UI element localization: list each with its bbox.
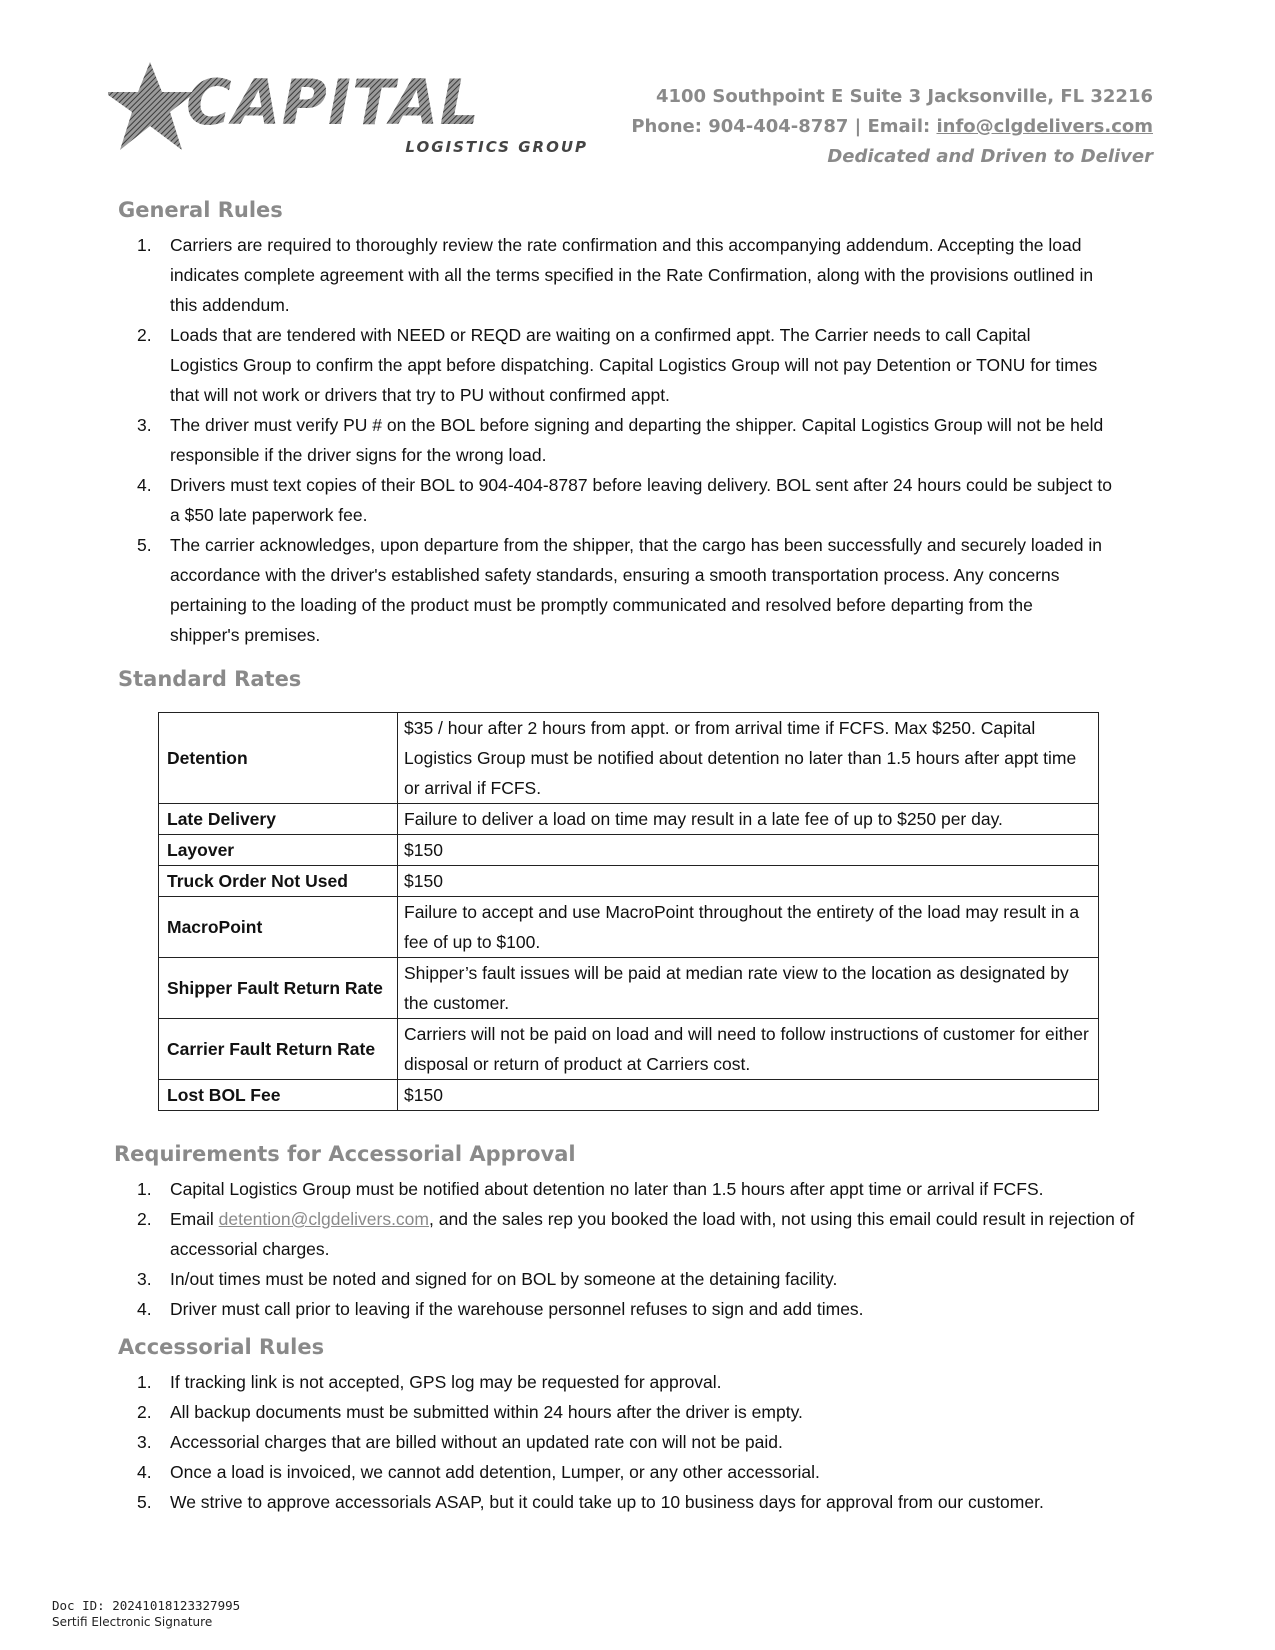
list-item: 1. If tracking link is not accepted, GPS log may be requested for approval. — [137, 1372, 722, 1392]
list-item: 4. Driver must call prior to leaving if the warehouse personnel refuses to sign and add times. — [137, 1299, 864, 1319]
detention-email-link[interactable]: detention@clgdelivers.com — [218, 1209, 429, 1229]
list-item: 2. All backup documents must be submitted within 24 hours after the driver is empty. — [137, 1402, 803, 1422]
email-link[interactable]: info@clgdelivers.com — [936, 116, 1153, 137]
company-address: 4100 Southpoint E Suite 3 Jacksonville, FL 32216 — [655, 86, 1153, 107]
standard-rates-heading: Standard Rates — [118, 667, 302, 691]
document-footer — [52, 1598, 240, 1630]
general-rules-list — [0, 230, 1175, 650]
phone-email-line — [631, 112, 1153, 142]
list-item: 1. Capital Logistics Group must be notified about detention no later than 1.5 hours after appt time or arrival if FCFS. — [137, 1179, 1044, 1199]
standard-rates-table — [158, 712, 1099, 1111]
company-logo — [108, 62, 588, 162]
table-row: Layover $150 — [159, 835, 1099, 866]
phone-text: Phone: 904-404-8787 | Email: — [631, 116, 937, 137]
list-item: 2. Email detention@clgdelivers.com, and the sales rep you booked the load with, not using this email could result in rejection of accessorial charges. — [137, 1209, 1135, 1259]
contact-block — [631, 82, 1153, 172]
list-item: 5. We strive to approve accessorials ASAP, but it could take up to 10 business days for approval from our customer. — [137, 1492, 1044, 1512]
table-row: Shipper Fault Return Rate Shipper’s fault issues will be paid at median rate view to the location as designated by the customer. — [159, 958, 1099, 1019]
table-row: Truck Order Not Used $150 — [159, 866, 1099, 897]
accessorial-rules-list — [0, 1367, 1175, 1517]
table-row: Carrier Fault Return Rate Carriers will not be paid on load and will need to follow instructions of customer for either disposal or return of product at Carriers cost. — [159, 1019, 1099, 1080]
table-row: Late Delivery Failure to deliver a load on time may result in a late fee of up to $250 per day. — [159, 804, 1099, 835]
table-row: MacroPoint Failure to accept and use MacroPoint throughout the entirety of the load may result in a fee of up to $100. — [159, 897, 1099, 958]
company-tagline: Dedicated and Driven to Deliver — [827, 146, 1153, 167]
list-item: 3. In/out times must be noted and signed for on BOL by someone at the detaining facility. — [137, 1269, 838, 1289]
list-item: 4. Once a load is invoiced, we cannot add detention, Lumper, or any other accessorial. — [137, 1462, 820, 1482]
accessorial-rules-heading: Accessorial Rules — [118, 1335, 325, 1359]
requirements-list — [0, 1174, 1175, 1324]
list-item: 3. Accessorial charges that are billed without an updated rate con will not be paid. — [137, 1432, 783, 1452]
list-item: 4. Drivers must text copies of their BOL to 904-404-8787 before leaving delivery. BOL sent after 24 hours could be subject to a $50 late paperwork fee. — [137, 475, 1112, 525]
table-row: Detention $35 / hour after 2 hours from appt. or from arrival time if FCFS. Max $250. Capital Logistics Group must be notified about detention no later than 1.5 hours after appt time or arrival if FCFS. — [159, 713, 1099, 804]
logo-wordmark: CAPITAL — [186, 66, 480, 139]
requirements-heading: Requirements for Accessorial Approval — [114, 1142, 576, 1166]
doc-id: Doc ID: 20241018123327995 — [52, 1598, 241, 1613]
list-item: 5. The carrier acknowledges, upon departure from the shipper, that the cargo has been successfully and securely loaded in accordance with the driver's established safety standards, ensuring a smooth transportation process. Any concerns pertaining to the loading of the product must be promptly communicated and resolved before departing from the shipper's premises. — [137, 535, 1102, 645]
list-item: 1. Carriers are required to thoroughly review the rate confirmation and this accompanying addendum. Accepting the load indicates complete agreement with all the terms specified in the Rate Confirmation, along with the provisions outlined in this addendum. — [137, 235, 1094, 315]
list-item: 2. Loads that are tendered with NEED or REQD are waiting on a confirmed appt. The Carrier needs to call Capital Logistics Group to confirm the appt before dispatching. Capital Logistics Group will not pay Detention or TONU for times that will not work or drivers that try to PU without confirmed appt. — [137, 325, 1098, 405]
signature-label: Sertifi Electronic Signature — [52, 1615, 213, 1629]
general-rules-heading: General Rules — [118, 198, 283, 222]
table-row: Lost BOL Fee $150 — [159, 1080, 1099, 1111]
logo-subtext: LOGISTICS GROUP — [405, 138, 588, 156]
list-item: 3. The driver must verify PU # on the BOL before signing and departing the shipper. Capital Logistics Group will not be held responsible if the driver signs for the wrong load. — [137, 415, 1104, 465]
